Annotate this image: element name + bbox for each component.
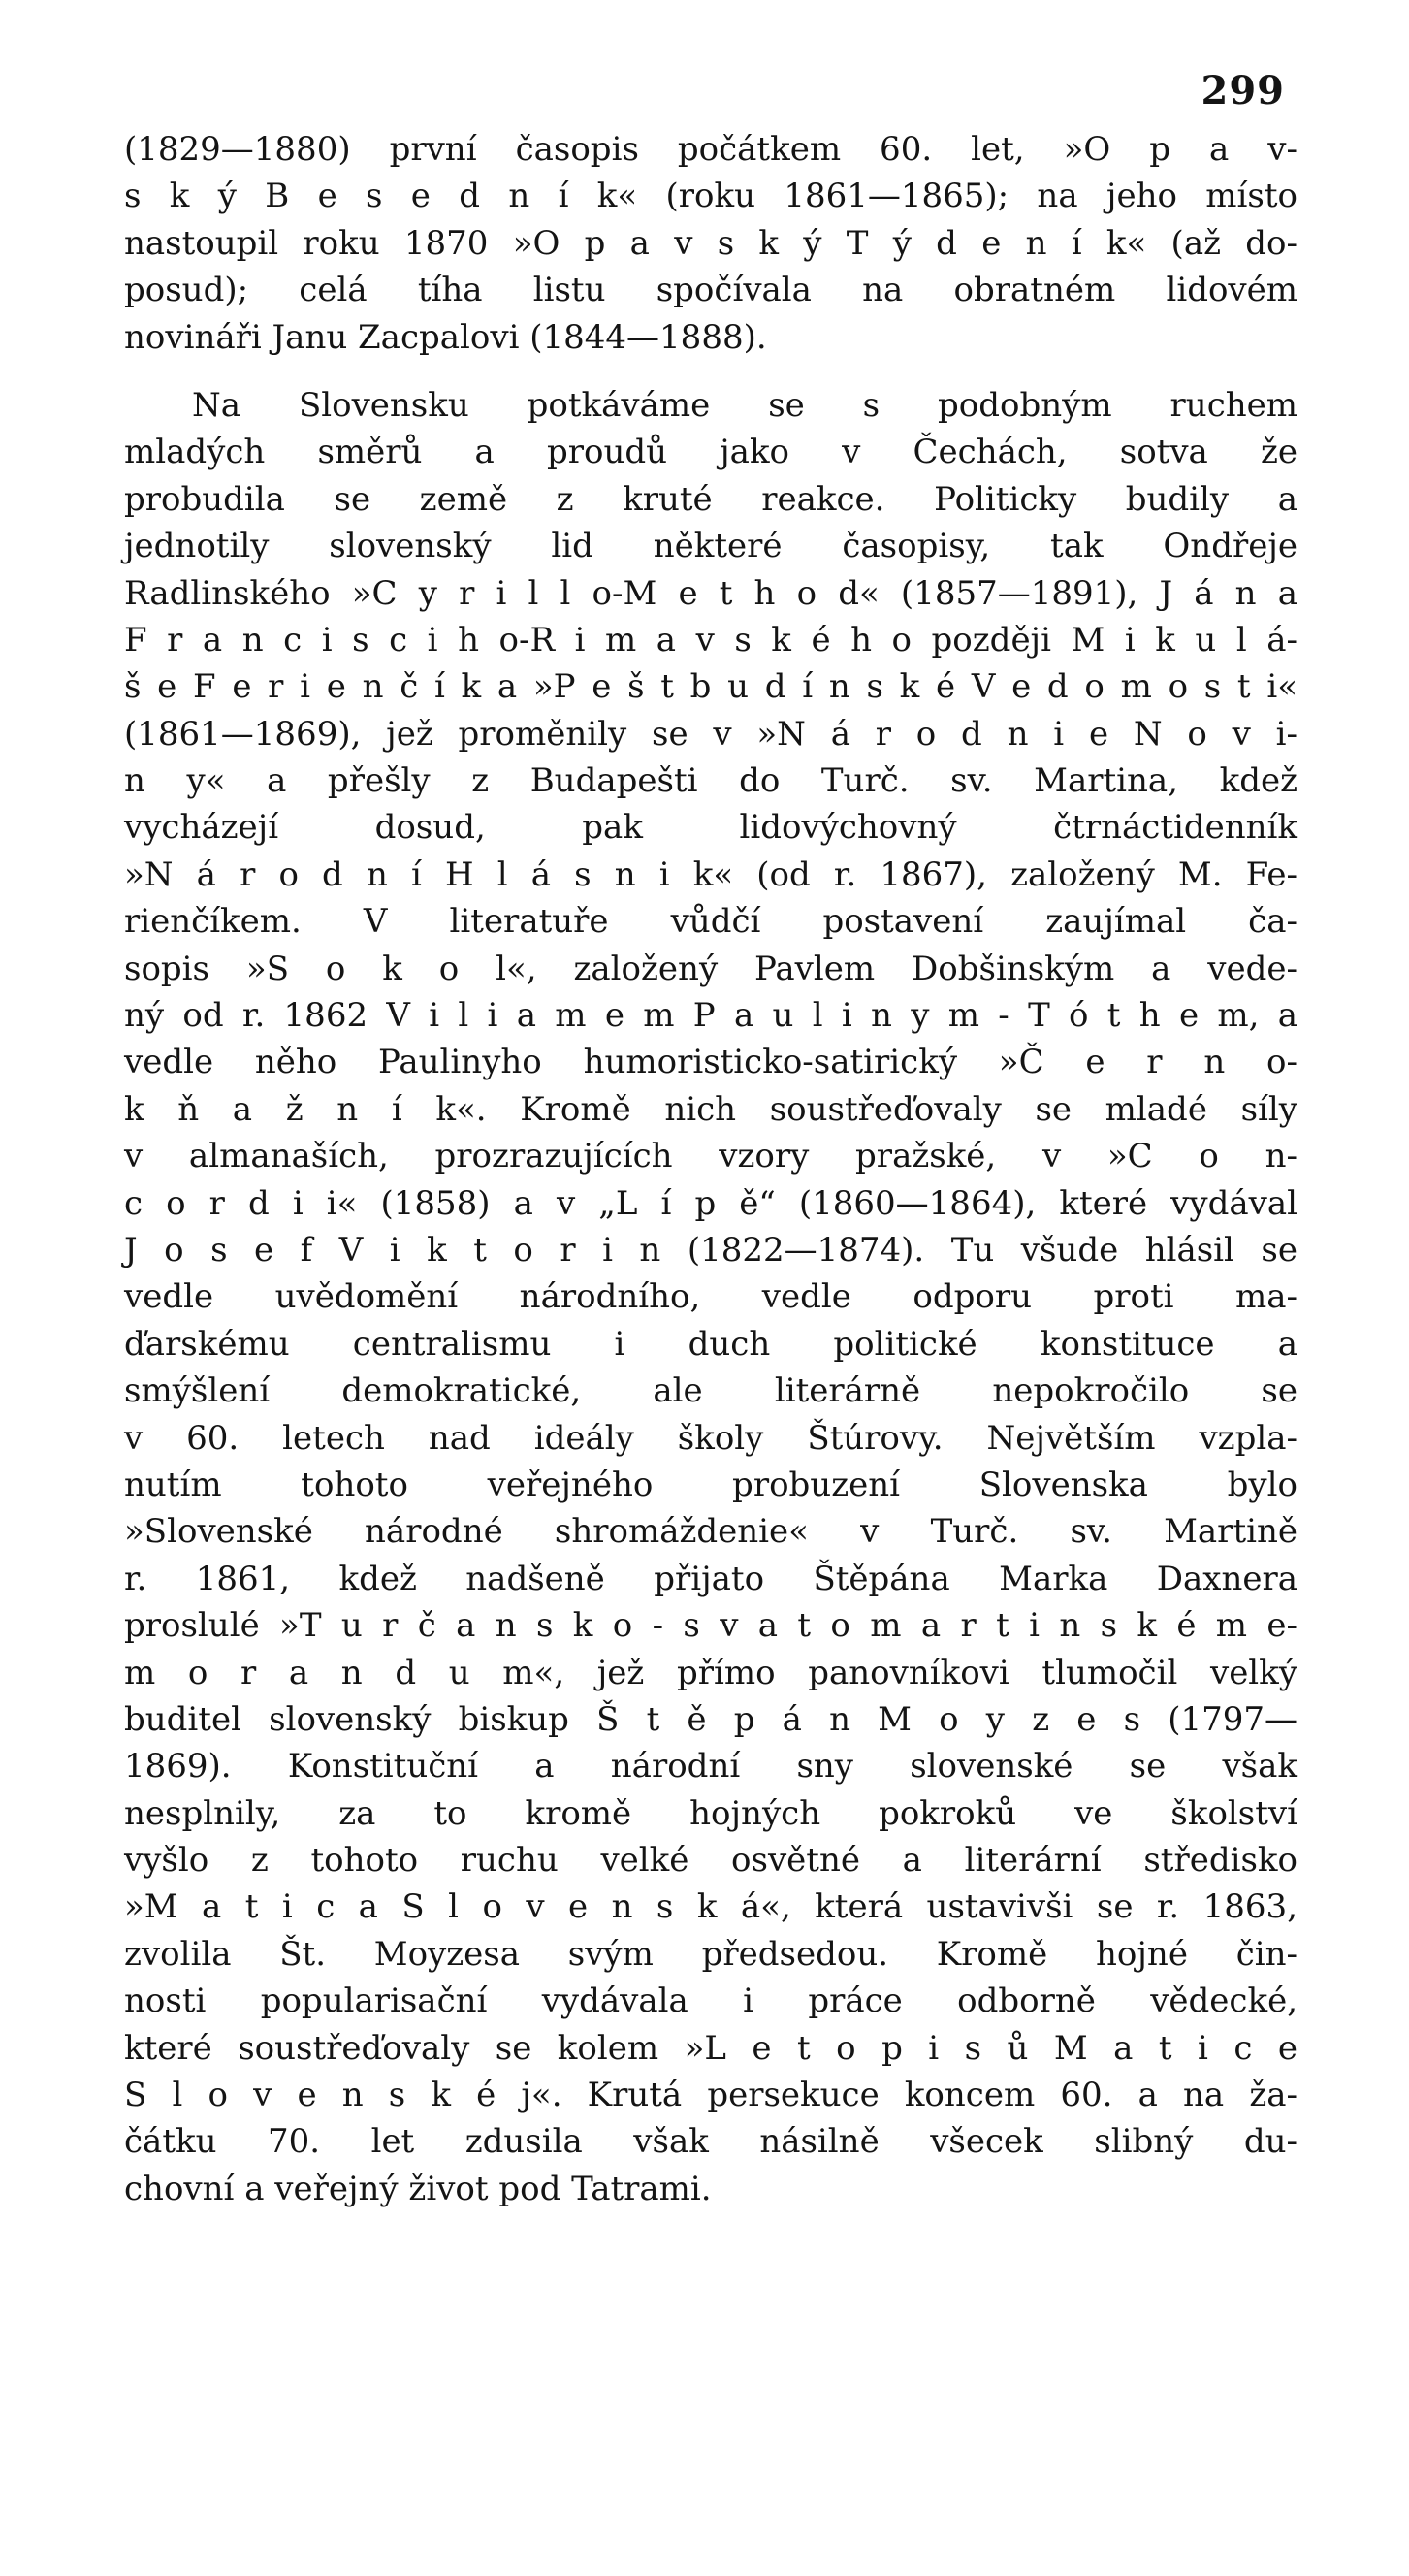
text-line: »N á r o d n í H l á s n i k« (od r. 1867), založený M. Fe-: [124, 854, 1297, 894]
paragraph-1: [124, 126, 1297, 361]
text-line: (1829—1880) první časopis počátkem 60. let, »O p a v-: [124, 130, 1297, 169]
text-line: buditel slovenský biskup Š t ě p á n M o y z e s (1797—: [124, 1699, 1297, 1739]
text-line: m o r a n d u m«, jež přímo panovníkovi tlumočil velký: [124, 1653, 1297, 1692]
text-line: (1861—1869), jež proměnily se v »N á r o d n i e N o v i-: [124, 714, 1297, 754]
body-text: [124, 126, 1297, 2212]
text-line: proslulé »T u r č a n s k o - s v a t o m a r t i n s k é m e-: [124, 1606, 1297, 1646]
text-line: Radlinského »C y r i l l o-M e t h o d« (1857—1891), J á n a: [124, 573, 1297, 613]
text-line: novináři Janu Zacpalovi (1844—1888).: [124, 317, 767, 357]
page-number: 299: [1201, 68, 1285, 113]
text-line: zvolila Št. Moyzesa svým předsedou. Kromě hojné čin-: [124, 1934, 1297, 1974]
text-line: k ň a ž n í k«. Kromě nich soustřeďovaly se mladé síly: [124, 1089, 1297, 1129]
text-line: s k ý B e s e d n í k« (roku 1861—1865); na jeho místo: [124, 177, 1297, 216]
text-line: Na Slovensku potkáváme se s podobným ruchem: [192, 385, 1297, 425]
text-line: mladých směrů a proudů jako v Čechách, sotva že: [124, 433, 1297, 472]
text-line: 1869). Konstituční a národní sny slovenské se však: [124, 1747, 1297, 1787]
text-line: nesplnily, za to kromě hojných pokroků ve školství: [124, 1793, 1297, 1833]
text-line: v 60. letech nad ideály školy Štúrovy. Největším vzpla-: [124, 1418, 1297, 1458]
text-line: rienčíkem. V literatuře vůdčí postavení zaujímal ča-: [124, 902, 1297, 942]
paragraph-2: [124, 382, 1297, 2212]
text-line: posud); celá tíha listu spočívala na obratném lidovém: [124, 271, 1297, 310]
text-line: nosti popularisační vydávala i práce odborně vědecké,: [124, 1981, 1297, 2021]
text-line: probudila se země z kruté reakce. Politicky budily a: [124, 479, 1297, 519]
text-line: ný od r. 1862 V i l i a m e m P a u l i n y m - T ó t h e m, a: [124, 996, 1297, 1036]
text-line: »Slovenské národné shromáždenie« v Turč. sv. Martině: [124, 1512, 1297, 1552]
text-line: »M a t i c a S l o v e n s k á«, která ustavivši se r. 1863,: [124, 1887, 1297, 1927]
text-line: J o s e f V i k t o r i n (1822—1874). Tu všude hlásil se: [124, 1230, 1297, 1270]
text-line: F r a n c i s c i h o-R i m a v s k é h o později M i k u l á-: [124, 620, 1297, 660]
text-line: S l o v e n s k é j«. Krutá persekuce koncem 60. a na ža-: [124, 2076, 1297, 2115]
text-line: vedle něho Paulinyho humoristicko-satirický »Č e r n o-: [124, 1043, 1297, 1082]
text-line: r. 1861, kdež nadšeně přijato Štěpána Marka Daxnera: [124, 1559, 1297, 1598]
text-line: n y« a přešly z Budapešti do Turč. sv. Martina, kdež: [124, 761, 1297, 801]
text-line: nutím tohoto veřejného probuzení Slovenska bylo: [124, 1465, 1297, 1504]
text-line: sopis »S o k o l«, založený Pavlem Dobšinským a vede-: [124, 949, 1297, 988]
text-line: smýšlení demokratické, ale literárně nepokročilo se: [124, 1371, 1297, 1411]
text-line: nastoupil roku 1870 »O p a v s k ý T ý d e n í k« (až do-: [124, 223, 1297, 263]
text-line: jednotily slovenský lid některé časopisy, tak Ondřeje: [124, 527, 1297, 566]
text-line: š e F e r i e n č í k a »P e š t b u d í n s k é V e d o m o s t i«: [124, 667, 1297, 707]
text-line: vyšlo z tohoto ruchu velké osvětné a literární středisko: [124, 1841, 1297, 1881]
text-line: c o r d i i« (1858) a v „L í p ě“ (1860—1864), které vydával: [124, 1183, 1297, 1223]
text-line: vycházejí dosud, pak lidovýchovný čtrnáctidenník: [124, 808, 1297, 848]
text-line: v almanaších, prozrazujících vzory pražské, v »C o n-: [124, 1137, 1297, 1176]
text-line: čátku 70. let zdusila však násilně všecek slibný du-: [124, 2122, 1297, 2162]
text-line: ďarskému centralismu i duch politické konstituce a: [124, 1324, 1297, 1364]
text-line: vedle uvědomění národního, vedle odporu proti ma-: [124, 1277, 1297, 1317]
text-line: které soustřeďovaly se kolem »L e t o p i s ů M a t i c e: [124, 2028, 1297, 2068]
text-line: chovní a veřejný život pod Tatrami.: [124, 2169, 712, 2208]
